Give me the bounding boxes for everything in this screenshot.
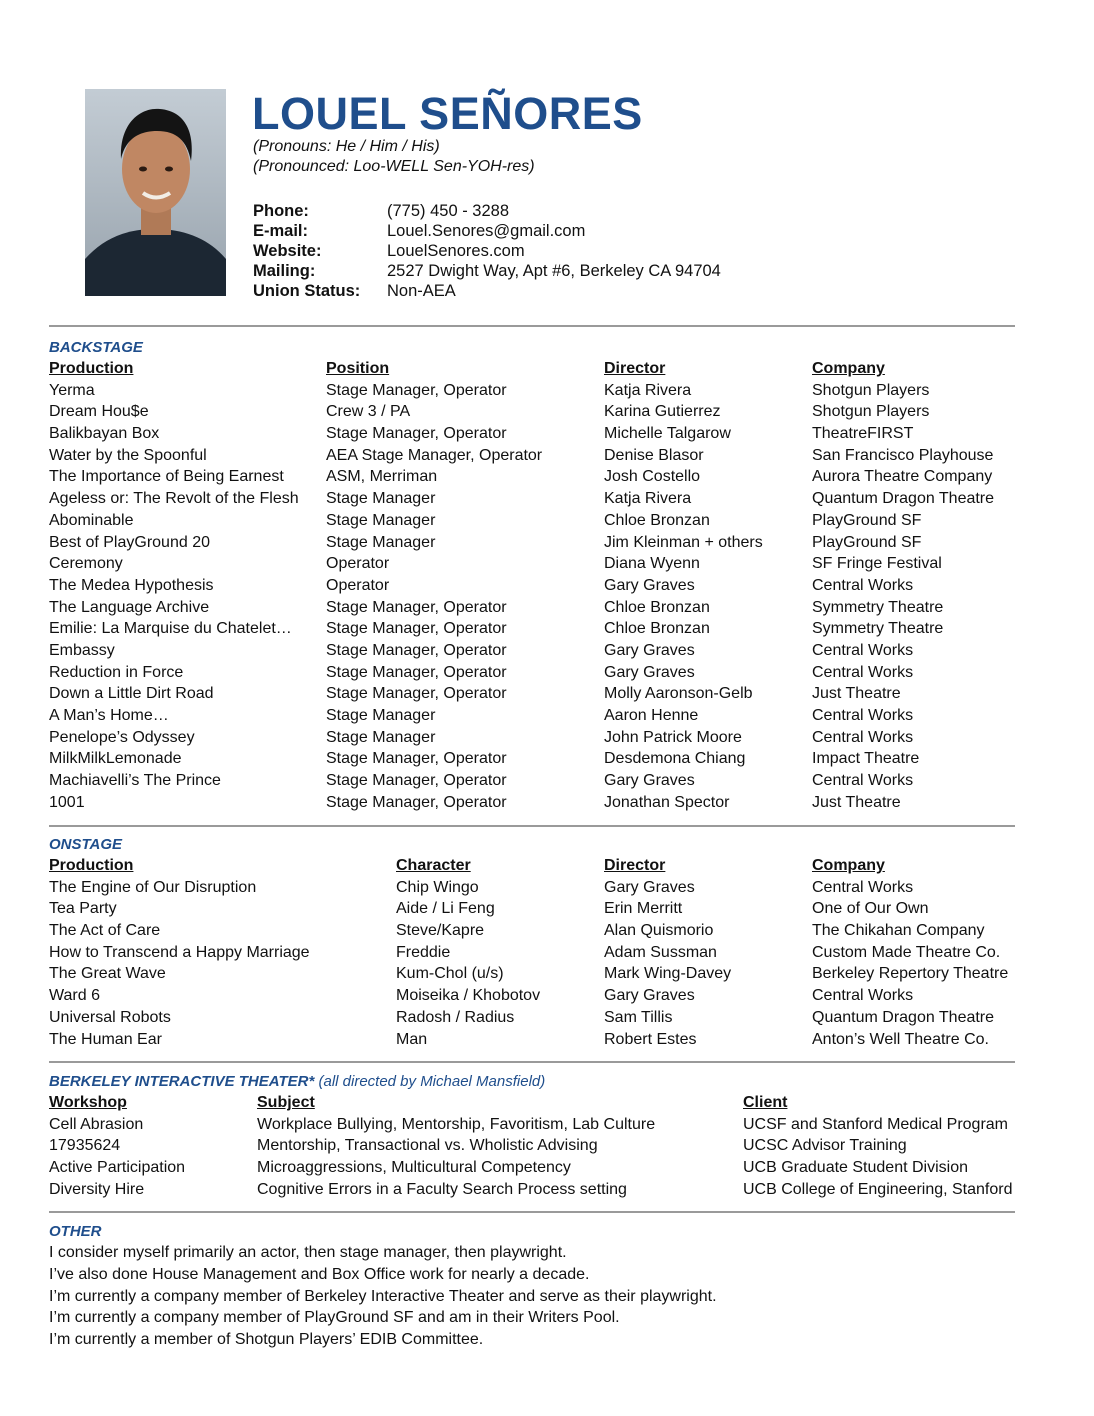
table-cell: Quantum Dragon Theatre xyxy=(812,490,995,508)
column-header: Company xyxy=(812,360,885,377)
table-cell: Berkeley Repertory Theatre xyxy=(812,965,1009,983)
table-cell: Operator xyxy=(326,555,390,573)
table-cell: Just Theatre xyxy=(812,685,901,703)
table-row xyxy=(49,423,1049,445)
section-divider xyxy=(49,325,1015,327)
table-row xyxy=(49,401,1049,423)
table-cell: Jonathan Spector xyxy=(604,793,730,811)
table-cell: One of Our Own xyxy=(812,900,929,918)
mailing-address: 2527 Dwight Way, Apt #6, Berkeley CA 94704 xyxy=(387,262,721,280)
table-cell: Abominable xyxy=(49,511,134,529)
other-list xyxy=(49,1242,717,1351)
table-cell: Stage Manager, Operator xyxy=(326,598,507,616)
table-row xyxy=(49,380,1049,402)
table-row xyxy=(49,466,1049,488)
table-cell: Gary Graves xyxy=(604,987,695,1005)
table-cell: How to Transcend a Happy Marriage xyxy=(49,943,310,961)
column-header: Character xyxy=(396,857,471,874)
contact-label: Website: xyxy=(253,242,322,260)
table-cell: Josh Costello xyxy=(604,468,701,486)
table-cell: Radosh / Radius xyxy=(396,1008,515,1026)
table-cell: Central Works xyxy=(812,641,914,659)
table-cell: Molly Aaronson-Gelb xyxy=(604,685,753,703)
table-cell: Central Works xyxy=(812,987,914,1005)
table-cell: Custom Made Theatre Co. xyxy=(812,943,1001,961)
table-row xyxy=(49,727,1049,749)
table-cell: UCSC Advisor Training xyxy=(743,1137,907,1155)
table-row xyxy=(49,618,1049,640)
table-cell: Emilie: La Marquise du Chatelet… xyxy=(49,620,292,638)
table-cell: Michelle Talgarow xyxy=(604,425,731,443)
table-cell: Active Participation xyxy=(49,1159,186,1177)
interactive-note: (all directed by Michael Mansfield) xyxy=(314,1073,546,1090)
table-row xyxy=(49,792,1049,814)
column-header: Company xyxy=(812,857,885,874)
table-cell: Dream Hou$e xyxy=(49,403,149,421)
table-cell: Balikbayan Box xyxy=(49,425,160,443)
table-cell: Sam Tillis xyxy=(604,1008,673,1026)
table-cell: Cell Abrasion xyxy=(49,1115,144,1133)
table-row xyxy=(49,1157,1049,1179)
pronunciation: (Pronounced: Loo-WELL Sen-YOH-res) xyxy=(253,158,535,175)
column-header: Director xyxy=(604,360,666,377)
table-cell: Operator xyxy=(326,576,390,594)
contact-website xyxy=(253,241,721,261)
table-cell: Stage Manager, Operator xyxy=(326,425,507,443)
table-cell: Robert Estes xyxy=(604,1030,697,1048)
table-cell: Stage Manager, Operator xyxy=(326,381,507,399)
table-cell: The Medea Hypothesis xyxy=(49,576,214,594)
table-cell: The Engine of Our Disruption xyxy=(49,878,257,896)
table-cell: Central Works xyxy=(812,576,914,594)
other-line: I’m currently a member of Shotgun Players’ EDIB Committee. xyxy=(49,1331,484,1349)
table-row xyxy=(49,1007,1049,1029)
table-cell: Shotgun Players xyxy=(812,381,930,399)
table-cell: Gary Graves xyxy=(604,641,695,659)
table-cell: Chip Wingo xyxy=(396,878,479,896)
table-cell: John Patrick Moore xyxy=(604,728,742,746)
table-cell: Machiavelli’s The Prince xyxy=(49,772,221,790)
table-cell: The Great Wave xyxy=(49,965,166,983)
table-cell: Central Works xyxy=(812,772,914,790)
table-row xyxy=(49,942,1049,964)
onstage-heading: ONSTAGE xyxy=(49,836,123,853)
table-header-row xyxy=(49,1092,1049,1114)
interactive-title: BERKELEY INTERACTIVE THEATER* xyxy=(49,1073,315,1090)
table-row xyxy=(49,597,1049,619)
table-cell: Embassy xyxy=(49,641,115,659)
table-cell: Freddie xyxy=(396,943,451,961)
contact-mailing xyxy=(253,261,721,281)
table-row xyxy=(49,575,1049,597)
table-cell: Diversity Hire xyxy=(49,1180,145,1198)
table-cell: A Man’s Home… xyxy=(49,707,169,724)
table-cell: Microaggressions, Multicultural Competency xyxy=(257,1159,571,1177)
table-row xyxy=(49,1135,1049,1157)
table-cell: Chloe Bronzan xyxy=(604,598,710,616)
table-row xyxy=(49,640,1049,662)
table-cell: TheatreFIRST xyxy=(812,425,914,443)
table-cell: Stage Manager xyxy=(326,490,436,508)
table-cell: Impact Theatre xyxy=(812,750,920,768)
table-cell: Universal Robots xyxy=(49,1008,171,1026)
backstage-table xyxy=(49,358,1049,813)
table-cell: Reduction in Force xyxy=(49,663,184,681)
column-header: Subject xyxy=(257,1094,315,1111)
contact-label: E-mail: xyxy=(253,222,309,240)
table-cell: UCB College of Engineering, Stanford xyxy=(743,1180,1013,1198)
column-header: Production xyxy=(49,857,134,874)
table-cell: Workplace Bullying, Mentorship, Favoritism, Lab Culture xyxy=(257,1115,656,1133)
column-header: Production xyxy=(49,360,134,377)
table-cell: Stage Manager xyxy=(326,511,436,529)
table-cell: UCB Graduate Student Division xyxy=(743,1159,968,1177)
table-cell: Central Works xyxy=(812,728,914,746)
column-header: Position xyxy=(326,360,390,377)
table-cell: Erin Merritt xyxy=(604,900,683,918)
table-cell: Adam Sussman xyxy=(604,943,717,961)
table-cell: Stage Manager, Operator xyxy=(326,793,507,811)
table-cell: Stage Manager xyxy=(326,533,436,551)
other-heading: OTHER xyxy=(49,1223,102,1240)
table-row xyxy=(49,920,1049,942)
section-divider xyxy=(49,1061,1015,1063)
table-header-row xyxy=(49,855,1049,877)
table-cell: Just Theatre xyxy=(812,793,901,811)
table-cell: Stage Manager, Operator xyxy=(326,641,507,659)
table-row xyxy=(49,1114,1049,1136)
table-cell: Stage Manager, Operator xyxy=(326,663,507,681)
table-row xyxy=(49,662,1049,684)
table-cell: Gary Graves xyxy=(604,576,695,594)
table-cell: 1001 xyxy=(49,793,85,811)
table-cell: Diana Wyenn xyxy=(604,555,700,573)
table-cell: SF Fringe Festival xyxy=(812,555,942,573)
table-cell: Cognitive Errors in a Faculty Search Process setting xyxy=(257,1180,627,1198)
table-cell: Anton’s Well Theatre Co. xyxy=(812,1030,989,1048)
interactive-heading xyxy=(49,1073,545,1090)
table-row xyxy=(49,898,1049,920)
table-cell: UCSF and Stanford Medical Program xyxy=(743,1115,1008,1133)
table-cell: Gary Graves xyxy=(604,878,695,896)
table-cell: Crew 3 / PA xyxy=(326,403,411,421)
contact-label: Union Status: xyxy=(253,282,361,300)
section-divider xyxy=(49,1211,1015,1213)
table-cell: Gary Graves xyxy=(604,663,695,681)
onstage-table xyxy=(49,855,1049,1050)
backstage-heading: BACKSTAGE xyxy=(49,339,143,356)
table-cell: Man xyxy=(396,1030,428,1048)
table-row xyxy=(49,488,1049,510)
pronouns: (Pronouns: He / Him / His) xyxy=(253,138,440,155)
table-cell: Stage Manager, Operator xyxy=(326,750,507,768)
table-cell: Central Works xyxy=(812,707,914,724)
other-line: I consider myself primarily an actor, then stage manager, then playwright. xyxy=(49,1244,567,1261)
table-cell: Ageless or: The Revolt of the Flesh xyxy=(49,490,299,508)
email-link[interactable]: Louel.Senores@gmail.com xyxy=(387,222,586,240)
table-cell: Stage Manager, Operator xyxy=(326,772,507,790)
contact-phone xyxy=(253,201,721,221)
table-cell: Ward 6 xyxy=(49,987,100,1005)
table-cell: Kum-Chol (u/s) xyxy=(396,965,504,983)
table-header-row xyxy=(49,358,1049,380)
table-cell: Katja Rivera xyxy=(604,381,692,399)
table-cell: Quantum Dragon Theatre xyxy=(812,1008,995,1026)
table-cell: Water by the Spoonful xyxy=(49,446,207,464)
table-cell: The Human Ear xyxy=(49,1030,162,1048)
section-divider xyxy=(49,825,1015,827)
table-row xyxy=(49,683,1049,705)
table-row xyxy=(49,553,1049,575)
table-cell: MilkMilkLemonade xyxy=(49,750,182,768)
phone-value: (775) 450 - 3288 xyxy=(387,202,510,220)
table-cell: The Language Archive xyxy=(49,598,210,616)
table-cell: Moiseika / Khobotov xyxy=(396,987,541,1005)
column-header: Workshop xyxy=(49,1094,127,1111)
table-cell: San Francisco Playhouse xyxy=(812,446,994,464)
table-row xyxy=(49,770,1049,792)
table-cell: Steve/Kapre xyxy=(396,922,485,940)
contact-email xyxy=(253,221,721,241)
table-cell: The Act of Care xyxy=(49,922,161,940)
table-row xyxy=(49,985,1049,1007)
contact-label: Phone: xyxy=(253,202,309,220)
table-cell: Tea Party xyxy=(49,900,117,918)
table-row xyxy=(49,532,1049,554)
other-line: I’m currently a company member of PlayGround SF and am in their Writers Pool. xyxy=(49,1309,620,1327)
table-cell: Katja Rivera xyxy=(604,490,692,508)
table-cell: Central Works xyxy=(812,663,914,681)
table-cell: Mentorship, Transactional vs. Wholistic Advising xyxy=(257,1137,598,1155)
table-cell: PlayGround SF xyxy=(812,533,922,551)
table-cell: Karina Gutierrez xyxy=(604,403,721,421)
interactive-table xyxy=(49,1092,1049,1200)
table-cell: 17935624 xyxy=(49,1137,121,1155)
other-line: I’ve also done House Management and Box Office work for nearly a decade. xyxy=(49,1265,590,1283)
table-cell: Stage Manager xyxy=(326,728,436,746)
headshot-photo xyxy=(85,89,226,296)
table-cell: Chloe Bronzan xyxy=(604,620,710,638)
table-cell: Penelope’s Odyssey xyxy=(49,728,195,746)
table-cell: Aaron Henne xyxy=(604,707,699,724)
table-cell: Aide / Li Feng xyxy=(396,900,495,918)
table-row xyxy=(49,445,1049,467)
table-cell: PlayGround SF xyxy=(812,511,922,529)
website-link[interactable]: LouelSenores.com xyxy=(387,242,525,260)
table-cell: Symmetry Theatre xyxy=(812,620,944,638)
other-line: I’m currently a company member of Berkeley Interactive Theater and serve as their playwright. xyxy=(49,1287,717,1305)
table-cell: Desdemona Chiang xyxy=(604,750,746,768)
contact-info xyxy=(253,201,721,301)
table-cell: Stage Manager, Operator xyxy=(326,685,507,703)
column-header: Director xyxy=(604,857,666,874)
table-cell: Symmetry Theatre xyxy=(812,598,944,616)
table-row xyxy=(49,748,1049,770)
table-row xyxy=(49,963,1049,985)
table-row xyxy=(49,877,1049,899)
table-cell: Denise Blasor xyxy=(604,446,704,464)
table-row xyxy=(49,705,1049,727)
table-row xyxy=(49,510,1049,532)
table-cell: Shotgun Players xyxy=(812,403,930,421)
table-cell: Gary Graves xyxy=(604,772,695,790)
column-header: Client xyxy=(743,1094,788,1111)
table-cell: Stage Manager xyxy=(326,707,436,724)
contact-union xyxy=(253,281,721,301)
table-cell: AEA Stage Manager, Operator xyxy=(326,446,543,464)
table-cell: Mark Wing-Davey xyxy=(604,965,732,983)
table-cell: Chloe Bronzan xyxy=(604,511,710,529)
table-row xyxy=(49,1029,1049,1051)
table-cell: Central Works xyxy=(812,878,914,896)
table-cell: Yerma xyxy=(49,381,95,399)
table-cell: The Chikahan Company xyxy=(812,922,985,940)
table-cell: Aurora Theatre Company xyxy=(812,468,993,486)
contact-label: Mailing: xyxy=(253,262,316,280)
table-cell: Ceremony xyxy=(49,555,123,573)
table-cell: Jim Kleinman + others xyxy=(604,533,763,551)
union-status: Non-AEA xyxy=(387,282,456,300)
table-cell: Stage Manager, Operator xyxy=(326,620,507,638)
table-cell: Best of PlayGround 20 xyxy=(49,533,210,551)
table-cell: Alan Quismorio xyxy=(604,922,714,940)
table-cell: Down a Little Dirt Road xyxy=(49,685,214,703)
table-row xyxy=(49,1179,1049,1201)
candidate-name: LOUEL SEÑORES xyxy=(252,88,643,139)
table-cell: The Importance of Being Earnest xyxy=(49,468,284,486)
table-cell: ASM, Merriman xyxy=(326,468,438,486)
